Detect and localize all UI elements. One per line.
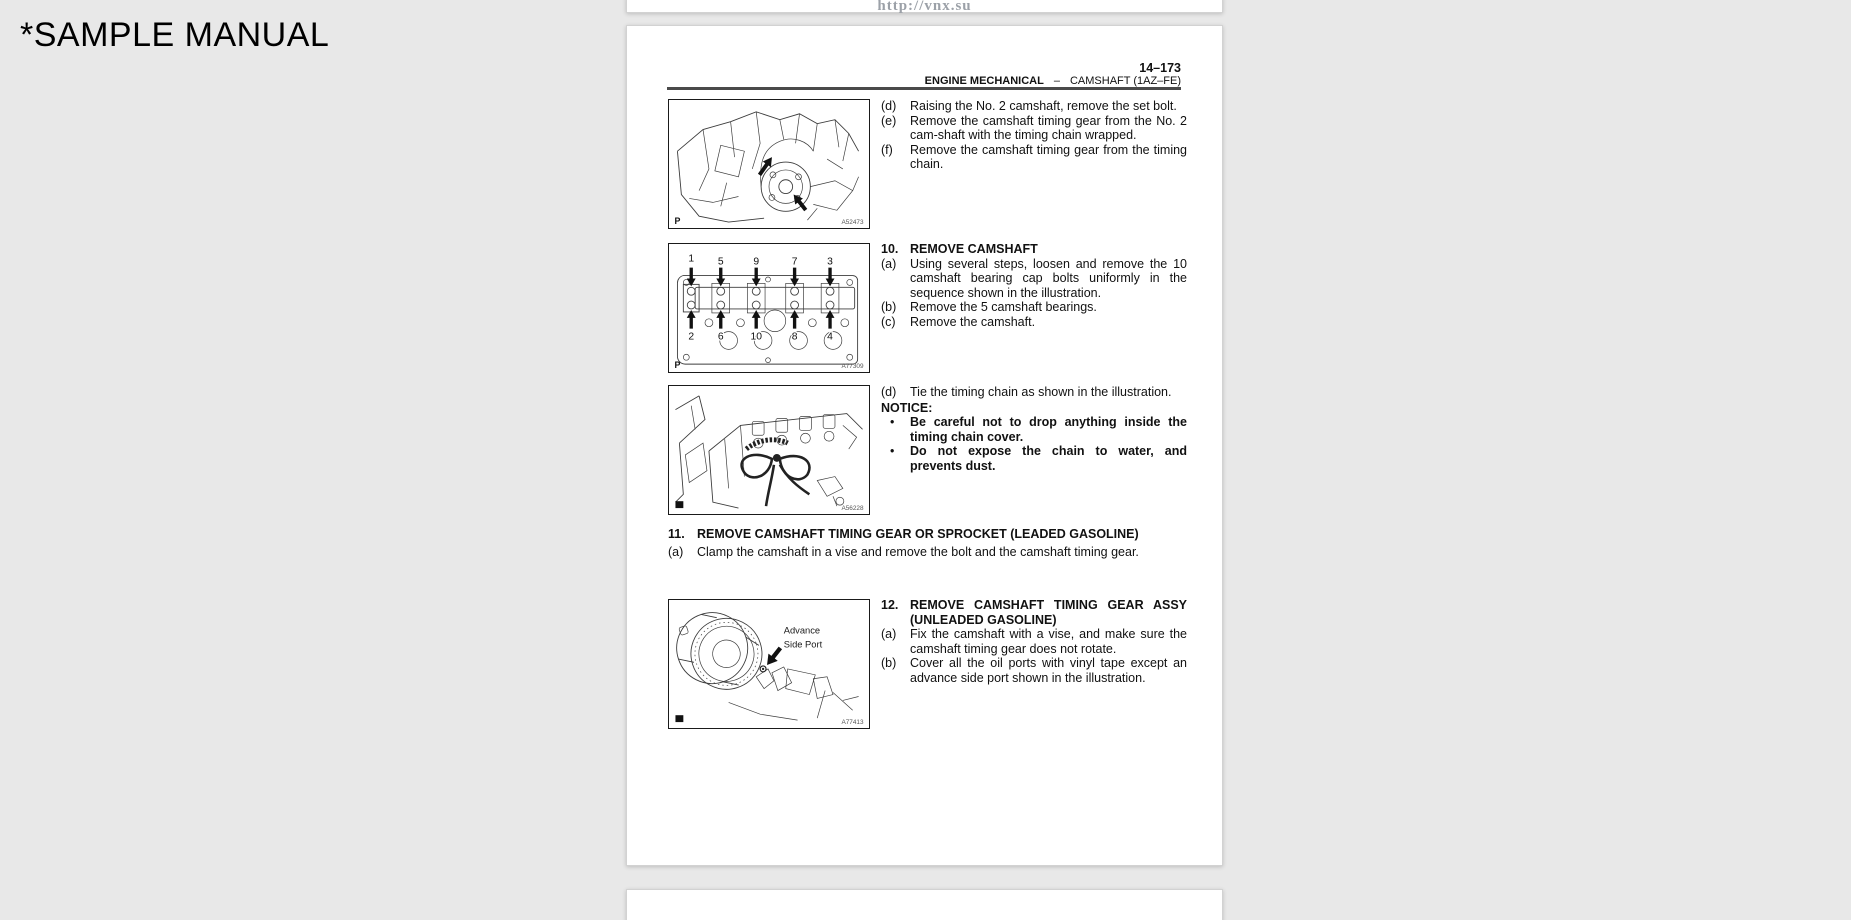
timing-gear-illustration <box>669 600 869 728</box>
step-label: (f) <box>881 142 893 157</box>
notice-bullet <box>881 444 1187 473</box>
step-text: Remove the camshaft timing gear from the No. 2 cam-shaft with the timing chain wrapped. <box>910 113 1187 143</box>
step-list-def <box>881 99 1187 172</box>
sequence-number: 6 <box>717 331 724 343</box>
step-label: (a) <box>881 256 897 271</box>
sequence-number: 4 <box>827 331 833 343</box>
step-label: (d) <box>881 99 897 113</box>
step-item <box>881 257 1187 301</box>
step-label: (a) <box>881 627 897 642</box>
step-label: (e) <box>881 113 897 128</box>
sequence-number: 9 <box>753 256 760 268</box>
header-section-title: ENGINE MECHANICAL <box>924 75 1044 87</box>
step-item <box>881 143 1187 172</box>
bullet-text: Be careful not to drop anything inside the timing chain cover. <box>910 415 1187 444</box>
figure-id-label: A52473 <box>841 219 864 227</box>
section-number: 11. <box>668 527 685 541</box>
step-text: Tie the timing chain as shown in the illustration. <box>910 385 1172 399</box>
step-item <box>668 545 1191 560</box>
url-watermark: http://vnx.su <box>877 0 972 14</box>
header-rule <box>667 87 1181 90</box>
step-text: Remove the 5 camshaft bearings. <box>910 300 1097 315</box>
figure-bolt-sequence <box>668 243 870 373</box>
figure-corner-mark: P <box>674 216 681 227</box>
step-item <box>881 99 1187 114</box>
figure-camshaft-gear-removal <box>668 99 870 229</box>
step-item <box>881 385 1187 400</box>
figure-annotation: Advance <box>783 625 821 636</box>
notice-block <box>881 385 1187 474</box>
figure-id-label: A56228 <box>841 505 864 513</box>
section-title: REMOVE CAMSHAFT <box>910 242 1038 256</box>
step-item <box>881 656 1187 685</box>
manual-page <box>626 25 1223 866</box>
chain-tie-illustration <box>669 386 869 514</box>
section-number: 12. <box>881 598 899 612</box>
sequence-number: 7 <box>791 256 798 268</box>
section-title: REMOVE CAMSHAFT TIMING GEAR ASSY (UNLEADED GASOLINE) <box>910 598 1187 627</box>
step-text: Remove the camshaft timing gear from the timing chain. <box>910 142 1187 172</box>
section-number: 10. <box>881 242 899 256</box>
step-item <box>881 627 1187 656</box>
section-heading <box>881 598 1187 627</box>
section-title: REMOVE CAMSHAFT TIMING GEAR OR SPROCKET (LEADED GASOLINE) <box>697 527 1139 541</box>
header-dash: – <box>1053 75 1060 87</box>
sequence-number: 3 <box>827 256 833 268</box>
section-heading <box>668 527 1191 542</box>
figure-advance-side-port <box>668 599 870 729</box>
arrow-to-port-icon <box>762 644 785 668</box>
figure-chain-tied <box>668 385 870 515</box>
sequence-arrows <box>687 268 835 329</box>
header-subsection-title: CAMSHAFT (1AZ–FE) <box>1069 75 1181 87</box>
bullet-text: Do not expose the chain to water, and prevents dust. <box>910 444 1187 473</box>
section-10 <box>881 242 1187 330</box>
page-header <box>925 75 1181 87</box>
step-label: (b) <box>881 300 897 315</box>
figure-corner-glyph <box>675 715 683 722</box>
section-heading <box>881 242 1187 257</box>
sequence-number: 10 <box>750 331 762 343</box>
next-page-edge <box>626 889 1223 920</box>
engine-illustration <box>669 100 869 228</box>
figure-corner-mark: P <box>674 360 681 371</box>
step-item <box>881 300 1187 315</box>
bullet-marker: • <box>890 415 895 430</box>
step-text: Remove the camshaft. <box>910 314 1036 329</box>
step-text: Using several steps, loosen and remove the 10 camshaft bearing cap bolts uniformly in the sequence shown in the illustration. <box>910 256 1187 300</box>
cylinder-head-illustration <box>669 244 869 372</box>
step-label: (a) <box>668 544 684 559</box>
section-12 <box>881 598 1187 686</box>
step-text: Cover all the oil ports with vinyl tape except an advance side port shown in the illustration. <box>910 656 1187 685</box>
step-text: Raising the No. 2 camshaft, remove the set bolt. <box>910 99 1177 113</box>
figure-annotation: Side Port <box>783 639 823 650</box>
step-label: (d) <box>881 385 897 399</box>
step-label: (c) <box>881 314 896 329</box>
figure-corner-glyph <box>675 501 683 508</box>
sequence-number: 1 <box>688 253 695 265</box>
notice-bullet <box>881 415 1187 444</box>
figure-id-label: A77309 <box>841 363 864 371</box>
section-11 <box>668 527 1191 559</box>
figure-id-label: A77413 <box>841 719 864 727</box>
notice-heading: NOTICE: <box>881 400 933 415</box>
step-label: (b) <box>881 656 897 671</box>
sequence-number: 5 <box>717 256 724 268</box>
step-text: Fix the camshaft with a vise, and make sure the camshaft timing gear does not rotate. <box>910 627 1187 656</box>
sequence-number: 8 <box>791 331 798 343</box>
sequence-number: 2 <box>688 331 695 343</box>
step-item <box>881 114 1187 143</box>
step-item <box>881 315 1187 330</box>
bullet-marker: • <box>890 444 895 459</box>
step-text: Clamp the camshaft in a vise and remove the bolt and the camshaft timing gear. <box>697 544 1139 559</box>
sample-manual-label: *SAMPLE MANUAL <box>20 16 330 54</box>
page-number: 14–173 <box>1139 61 1181 75</box>
